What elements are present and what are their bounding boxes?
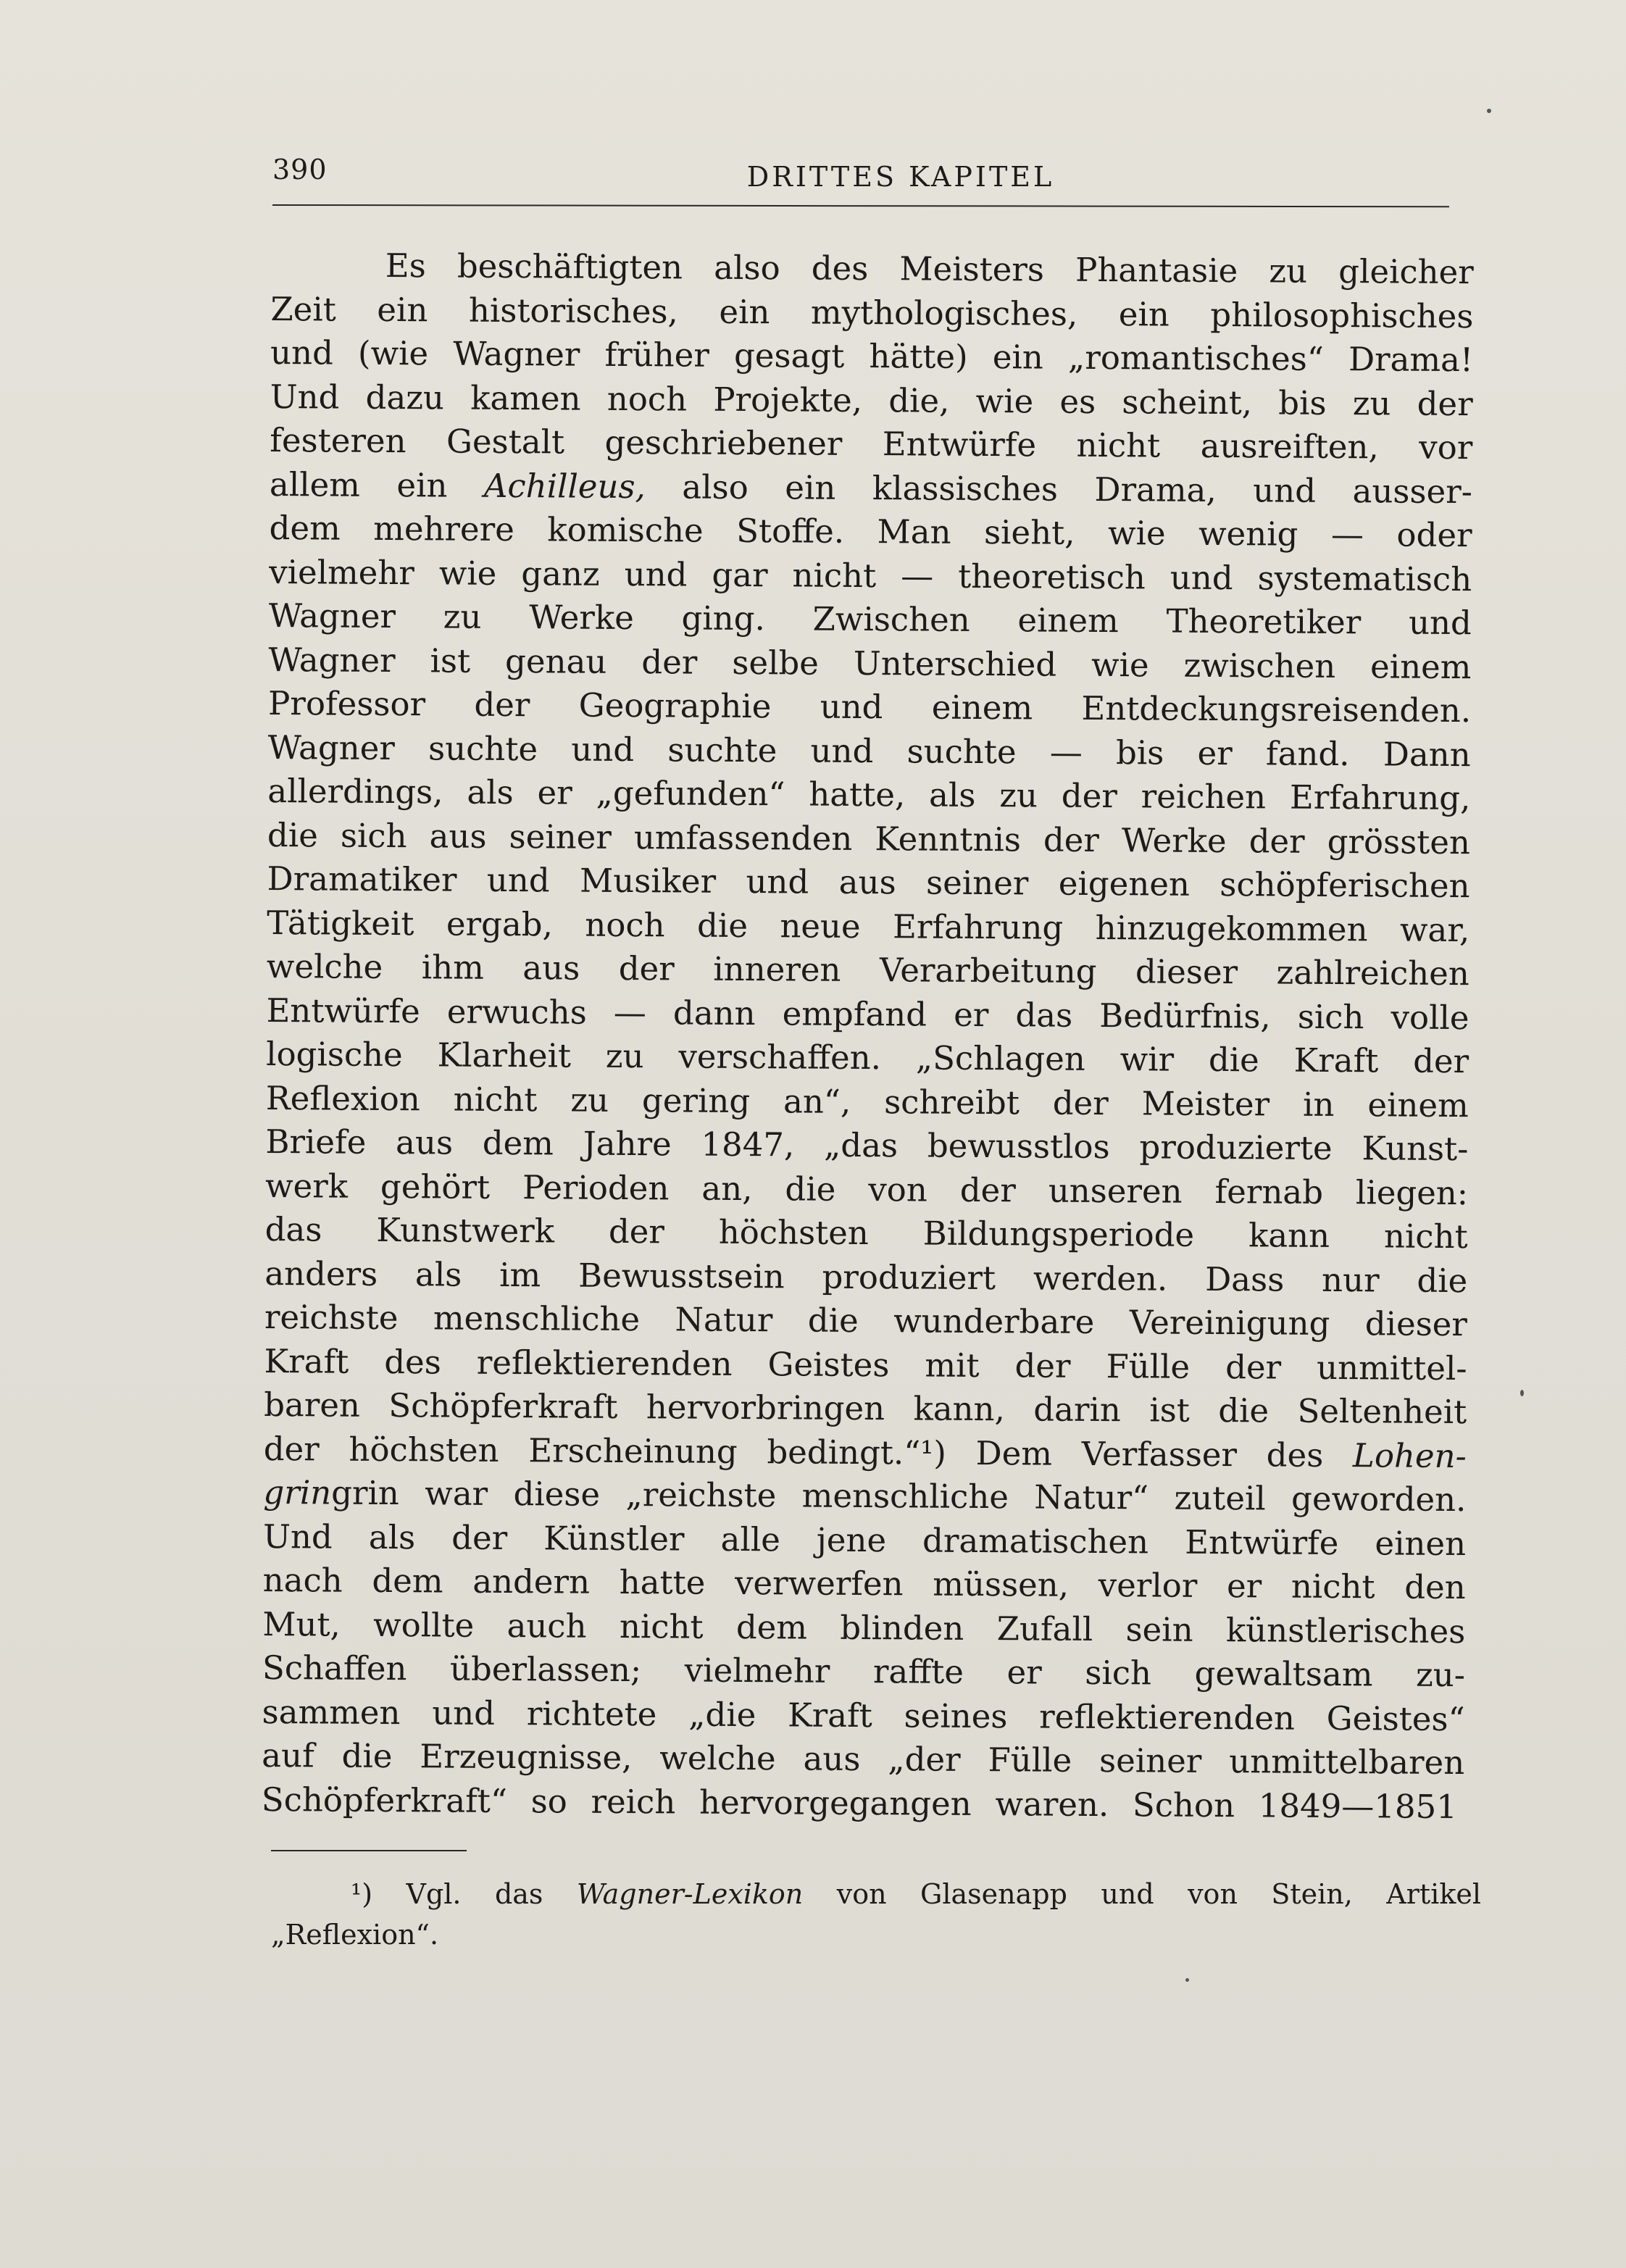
text-segment: grin war diese „reichste menschliche Natur“ zuteil geworden. [331,1473,1467,1519]
page-header [272,149,1449,193]
text-segment: der höchsten Erscheinung bedingt.“¹) Dem Verfasser des [263,1429,1354,1475]
paper-speck [1487,109,1491,113]
text-line: werk gehört Perioden an, die von der unseren fernab liegen: [264,1166,1469,1212]
text-segment: von Glasenapp und von Stein, Artikel [803,1878,1482,1910]
text-line: Wagner zu Werke ging. Zwischen einem Theoretiker und [268,596,1472,643]
text-line: Es beschäftigten also des Meisters Phantasie zu gleicher [385,246,1474,292]
text-line: Professor der Geographie und einem Entdeckungsreisenden. [267,683,1472,730]
text-line: Und dazu kamen noch Projekte, die, wie es scheint, bis zu der [270,377,1473,423]
text-line: Wagner suchte und suchte und suchte — bis er fand. Dann [267,727,1471,774]
text-line: Briefe aus dem Jahre 1847, „das bewusstlos produzierte Kunst- [265,1122,1469,1169]
text-line: anders als im Bewusstsein produziert werden. Dass nur die [264,1254,1468,1300]
text-line: Dramatiker und Musiker und aus seiner eigenen schöpferischen [267,859,1470,906]
text-line: die sich aus seiner umfassenden Kenntnis der Werke der grössten [267,815,1471,862]
text-line: dem mehrere komische Stoffe. Man sieht, wie wenig — oder [269,508,1472,555]
text-line: Mut, wollte auch nicht dem blinden Zufall sein künstlerisches [262,1604,1466,1651]
body-text [262,243,1474,1829]
footnote [271,1874,1482,1955]
footnote-rule [271,1850,467,1851]
text-line: Und als der Künstler alle jene dramatischen Entwürfe einen [262,1517,1467,1563]
text-segment: also ein klassisches Drama, und ausser- [645,467,1473,511]
italic-title-lohengrin-cont: grin [263,1472,332,1512]
footnote-line: „Reflexion“. [271,1919,439,1951]
text-segment: Vgl. das [372,1878,577,1910]
running-head: DRITTES KAPITEL [746,161,1055,193]
text-line: und (wie Wagner früher gesagt hätte) ein „romantisches“ Drama! [270,333,1474,380]
text-line: reichste menschliche Natur die wunderbare Vereinigung dieser [264,1297,1468,1344]
text-line: festeren Gestalt geschriebener Entwürfe nicht ausreiften, vor [270,420,1473,467]
text-line: Entwürfe erwuchs — dann empfand er das Bedürfnis, sich volle [266,991,1469,1037]
text-line-mixed [264,1427,1467,1478]
text-line: Kraft des reflektierenden Geistes mit der Fülle der unmittel- [264,1341,1467,1388]
text-line: Reflexion nicht zu gering an“, schreibt der Meister in einem [265,1078,1469,1125]
italic-title-achilleus: Achilleus, [483,466,646,506]
text-line: Tätigkeit ergab, noch die neue Erfahrung hinzugekommen war, [267,903,1470,949]
text-line: nach dem andern hatte verwerfen müssen, verlor er nicht den [262,1560,1466,1607]
text-line-mixed [263,1471,1466,1522]
text-line: allerdings, als er „gefunden“ hatte, als zu der reichen Erfahrung, [267,771,1471,818]
italic-title-lohengrin: Lohen- [1352,1435,1467,1475]
text-line: sammen und richtete „die Kraft seines reflektierenden Geistes“ [262,1692,1465,1738]
page-number: 390 [272,154,328,185]
text-line: Zeit ein historisches, ein mythologisches, ein philosophisches [270,289,1474,335]
text-line: vielmehr wie ganz und gar nicht — theoretisch und systematisch [269,552,1472,599]
text-line: auf die Erzeugnisse, welche aus „der Fülle seiner unmittelbaren [262,1735,1465,1783]
text-line: welche ihm aus der inneren Verarbeitung dieser zahlreichen [266,946,1470,993]
text-line: logische Klarheit zu verschaffen. „Schlagen wir die Kraft der [266,1034,1469,1081]
footnote-line [271,1874,1481,1914]
text-line: Wagner ist genau der selbe Unterschied wie zwischen einem [268,640,1472,686]
footnote-marker: ¹) [351,1878,373,1910]
paper-speck [1185,1978,1189,1982]
text-line-mixed [270,462,1472,514]
italic-title-lexikon: Wagner-Lexikon [576,1878,804,1910]
text-line: Schaffen überlassen; vielmehr raffte er sich gewaltsam zu- [262,1648,1466,1695]
text-line: das Kunstwerk der höchsten Bildungsperiode kann nicht [264,1209,1468,1256]
text-segment: allem ein [269,464,485,505]
paper-speck [1520,1390,1524,1396]
header-rule [272,204,1449,207]
text-line: Schöpferkraft“ so reich hervorgegangen waren. Schon 1849—1851 [261,1780,1458,1826]
text-line: baren Schöpferkraft hervorbringen kann, darin ist die Seltenheit [264,1385,1467,1432]
